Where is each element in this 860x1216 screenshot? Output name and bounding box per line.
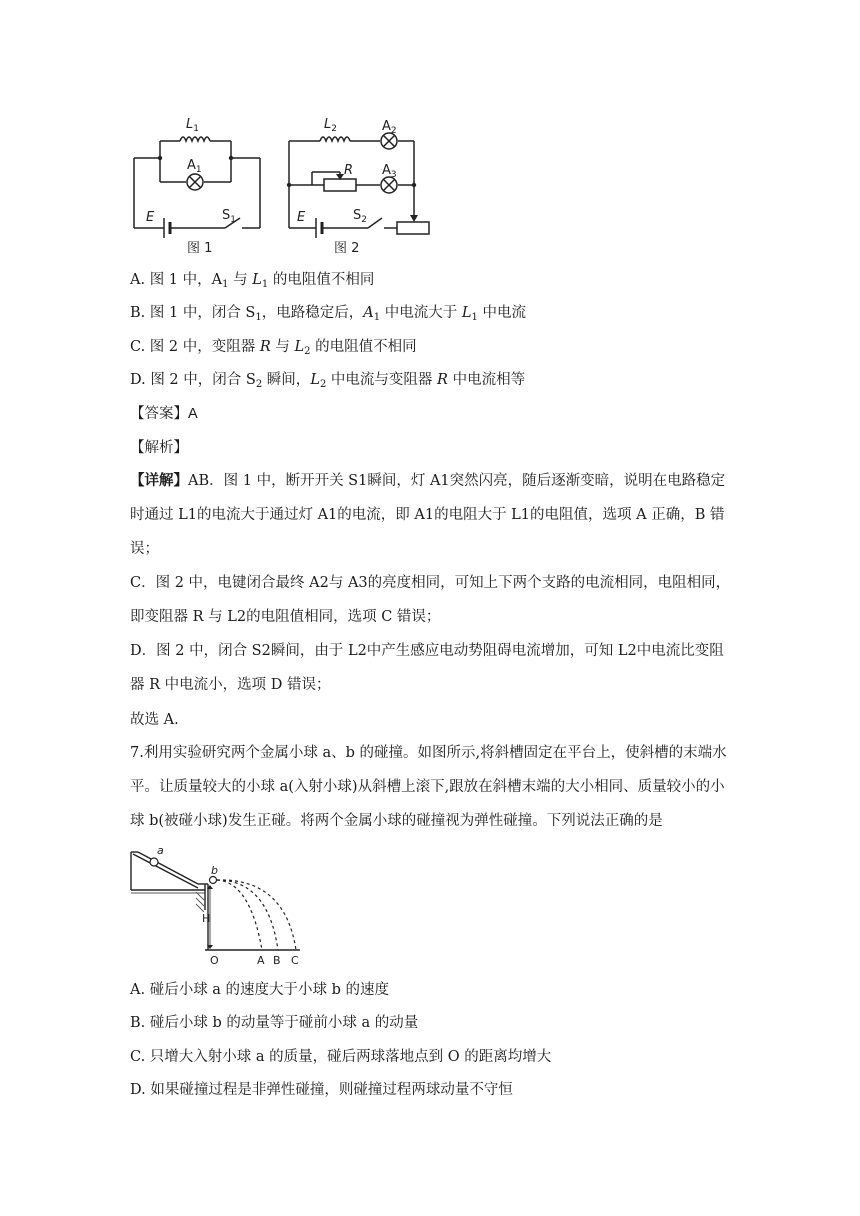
detail-c: C．图 2 中，电键闭合最终 A2与 A3的亮度相同，可知上下两个支路的电流相同，电阻相同，即变阻器 R 与 L2的电阻值相同，选项 C 错误； [130, 575, 731, 625]
conclusion: 故选 A. [130, 712, 179, 728]
detail-d: D．图 2 中，闭合 S2瞬间，由于 L2中产生感应电动势阻碍电流增加，可知 L2中电流比变阻器 R 中电流小，选项 D 错误； [130, 643, 724, 693]
answer-label: 【答案】 [130, 406, 188, 422]
q6-option-b: B. 图 1 中，闭合 $S_1$，电路稳定后，$A_1$ 中电流大于 $L_1$ 中电流 [130, 305, 526, 323]
fig3-label-A: A [257, 954, 265, 967]
fig1-label-A1: $A_1$ [187, 158, 202, 175]
fig3-label-B: B [273, 954, 281, 967]
q6-option-c: C. 图 2 中，变阻器 R 与 $L_2$ 的电阻值不相同 [130, 339, 417, 357]
q6-option-a: A. 图 1 中，$A_1$ 与 $L_1$ 的电阻值不相同 [130, 272, 375, 290]
detail-label: 【详解】 [130, 472, 188, 489]
fig2-label-R: R [344, 163, 354, 178]
fig3-label-O: O [210, 954, 219, 967]
fig2-label-E: E [297, 210, 306, 225]
fig2-label-A2: $A_2$ [382, 119, 397, 136]
fig3-label-b: b [211, 864, 218, 877]
q7-stem: 7.利用实验研究两个金属小球 a、b 的碰撞。如图所示,将斜槽固定在平台上，使斜槽的末端水平。让质量较大的小球 a(入射小球)从斜槽上滚下,跟放在斜槽末端的大小相同、质量较小的小球 b(被碰小球)发生正碰。将两个金属小球的碰撞视为弹性碰撞。下列说法正确的是 [130, 745, 727, 829]
detail-ab: 【详解】AB．图 1 中，断开开关 S1瞬间，灯 A1突然闪亮，随后逐渐变暗，说明在电路稳定时通过 L1的电流大于通过灯 A1的电流，即 A1的电阻大于 L1的电阻值，选项 A 正确，B 错误； [130, 472, 726, 557]
fig2-label-S2: $S_2$ [353, 208, 367, 225]
fig3-label-C: C [291, 954, 299, 967]
answer-line [130, 404, 198, 424]
analysis-label: 【解析】 [130, 440, 188, 456]
answer-value: A [188, 406, 198, 422]
fig3-label-a: a [157, 844, 164, 857]
q7-option-b: B. 碰后小球 b 的动量等于碰前小球 a 的动量 [130, 1015, 419, 1031]
fig1-label-E: E [146, 210, 155, 225]
q6-option-d: D. 图 2 中，闭合 $S_2$ 瞬间，$L_2$ 中电流与变阻器 R 中电流相等 [130, 372, 526, 390]
fig2-label-A3: $A_3$ [382, 163, 397, 180]
circuit-figures [0, 0, 860, 270]
fig2-label-L2: $L_2$ [324, 117, 337, 134]
q7-option-c: C. 只增大入射小球 a 的质量，碰后两球落地点到 O 的距离均增大 [130, 1049, 552, 1065]
collision-figure [0, 840, 860, 970]
q7-option-a: A. 碰后小球 a 的速度大于小球 b 的速度 [130, 982, 390, 998]
fig2-caption: 图 2 [334, 241, 360, 256]
fig3-label-H: H [202, 912, 211, 925]
fig1-label-L1: $L_1$ [186, 117, 199, 134]
q7-option-d: D. 如果碰撞过程是非弹性碰撞，则碰撞过程两球动量不守恒 [130, 1082, 513, 1098]
fig1-label-S1: $S_1$ [222, 208, 236, 225]
fig1-caption: 图 1 [187, 241, 213, 256]
